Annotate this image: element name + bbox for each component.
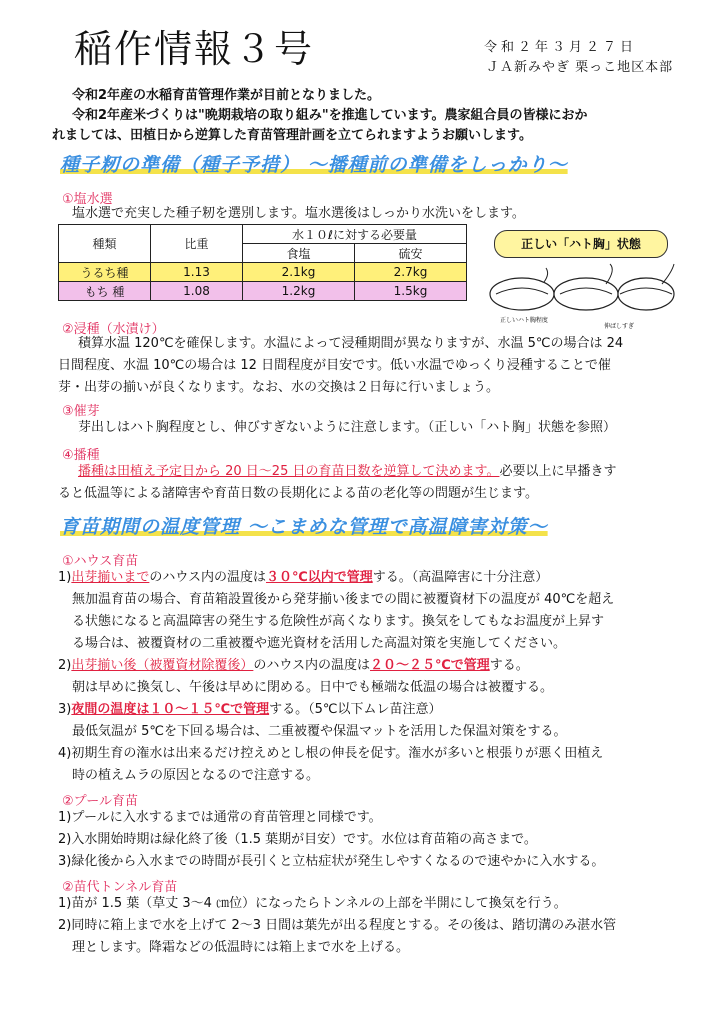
salt-water-table — [58, 224, 467, 301]
cell-salt: 1.2kg — [243, 282, 355, 301]
cell-gravity: 1.08 — [151, 282, 243, 301]
document-title: 稲作情報３号 — [74, 27, 315, 71]
subheading-sprouting: ③催芽 — [62, 404, 100, 419]
text-fragment: のハウス内の温度は — [149, 570, 266, 585]
highlight-text: ３０℃以内で管理 — [265, 570, 373, 585]
text-fragment: する。 — [489, 658, 529, 673]
paragraph-line: 時の植えムラの原因となるので注意する。 — [72, 768, 320, 783]
list-item — [58, 656, 529, 676]
highlight-text: ２０～２５℃で管理 — [369, 658, 490, 673]
paragraph-line: る場合は、被覆資材の二重被覆や遮光資材を活用した高温対策を実施してください。 — [72, 636, 567, 651]
subheading-tunnel: ②苗代トンネル育苗 — [62, 880, 178, 895]
cell-kind: うるち種 — [59, 263, 151, 282]
cell-kind: もち 種 — [59, 282, 151, 301]
paragraph-line: 理とします。降霜などの低温時には箱上まで水を上げる。 — [72, 940, 409, 955]
list-item: 3)緑化後から入水までの時間が長引くと立枯症状が発生しやすくなるので速やかに入水する。 — [58, 854, 605, 869]
highlight-text: 出芽揃い後（被覆資材除覆後） — [71, 658, 254, 673]
seed-label-overgrown: 伸ばしすぎ — [604, 323, 635, 330]
issue-date: 令和２年３月２７日 — [484, 40, 638, 55]
text-fragment: する。（5℃以下ムレ苗注意） — [269, 702, 442, 717]
paragraph-line: 芽・出芽の揃いが良くなります。なお、水の交換は２日毎に行いましょう。 — [58, 380, 499, 395]
paragraph-line: 朝は早めに換気し、午後は早めに閉める。日中でも極端な低温の場合は被覆する。 — [72, 680, 554, 695]
table-row — [59, 282, 467, 301]
paragraph-line: 積算水温 120℃を確保します。水温によって浸種期間が異なりますが、水温 5℃の場合は 24 — [78, 336, 624, 351]
subheading-pool: ②プール育苗 — [62, 794, 139, 809]
table-header-salt: 食塩 — [243, 244, 355, 263]
subheading-house: ①ハウス育苗 — [62, 554, 139, 569]
text-fragment: する。（高温障害に十分注意） — [372, 570, 549, 585]
text-fragment: 3) — [58, 702, 72, 717]
paragraph-line: 無加温育苗の場合、育苗箱設置後から発芽揃い後までの間に被覆資材下の温度が 40℃を超え — [72, 592, 615, 607]
section-heading-seed-prep: 種子籾の準備（種子予措） ～播種前の準備をしっかり～ — [60, 154, 568, 176]
list-item — [58, 568, 548, 588]
list-item: 2)同時に箱上まで水を上げて 2～3 日間は葉先が出る程度とする。その後は、踏切溝のみ湛水管 — [58, 918, 617, 933]
list-item — [58, 700, 441, 720]
table-row — [59, 263, 467, 282]
highlight-sowing-rule: 播種は田植え予定日から 20 日～25 日の育苗日数を逆算して決めます。 — [78, 464, 500, 479]
text-fragment: 1) — [58, 570, 72, 585]
table-header-kind: 種類 — [59, 225, 151, 263]
section-heading-temperature: 育苗期間の温度管理 ～こまめな管理で高温障害対策～ — [60, 516, 548, 538]
paragraph-line: 日間程度、水温 10℃の場合は 12 日間程度が目安です。低い水温でゆっくり浸種することで催 — [58, 358, 611, 373]
paragraph-line: 芽出しはハト胸程度とし、伸びすぎないように注意します。（正しい「ハト胸」状態を参照） — [78, 420, 616, 435]
paragraph-line: る状態になると高温障害の発生する危険性が高くなります。換気をしてもなお温度が上昇す — [72, 614, 604, 629]
seed-illustration — [486, 262, 676, 332]
cell-gravity: 1.13 — [151, 263, 243, 282]
highlight-text: 出芽揃いまで — [71, 570, 150, 585]
intro-line: れましては、田植日から逆算した育苗管理計画を立てられますようお願いします。 — [52, 128, 532, 143]
paragraph-line — [78, 462, 616, 482]
cell-salt: 2.1kg — [243, 263, 355, 282]
text-fragment: 2) — [58, 658, 72, 673]
list-item: 1)苗が 1.5 葉（草丈 3～4 ㎝位）になったらトンネルの上部を半開にして換気を行う。 — [58, 896, 567, 911]
cell-sulfate: 1.5kg — [355, 282, 467, 301]
issuer-organization: ＪＡ新みやぎ 栗っこ地区本部 — [486, 60, 674, 75]
list-item: 1)プールに入水するまでは通常の育苗管理と同様です。 — [58, 810, 382, 825]
paragraph-line: 最低気温が 5℃を下回る場合は、二重被覆や保温マットを活用した保温対策をする。 — [72, 724, 567, 739]
subheading-soaking: ②浸種（水漬け） — [62, 322, 165, 337]
paragraph-salt-water: 塩水選で充実した種子籾を選別します。塩水選後はしっかり水洗いをします。 — [72, 206, 525, 221]
text-fragment: 必要以上に早播きす — [499, 464, 617, 479]
subheading-salt-water: ①塩水選 — [62, 192, 113, 207]
table-header-gravity: 比重 — [151, 225, 243, 263]
cell-sulfate: 2.7kg — [355, 263, 467, 282]
table-header-sulfate: 硫安 — [355, 244, 467, 263]
hato-mune-label-box: 正しい「ハト胸」状態 — [494, 230, 668, 258]
seed-label-correct: 正しいハト胸程度 — [500, 317, 548, 324]
list-item: 4)初期生育の潅水は出来るだけ控えめとし根の伸長を促す。潅水が多いと根張りが悪く田植え — [58, 746, 604, 761]
table-header-need: 水１０ℓに対する必要量 — [243, 225, 467, 244]
subheading-sowing: ④播種 — [62, 448, 100, 463]
paragraph-line: ると低温等による諸障害や育苗日数の長期化による苗の老化等の問題が生じます。 — [58, 486, 538, 501]
highlight-text: 夜間の温度は１０～１５℃で管理 — [71, 702, 270, 717]
text-fragment: のハウス内の温度は — [253, 658, 370, 673]
list-item: 2)入水開始時期は緑化終了後（1.5 葉期が目安）です。水位は育苗箱の高さまで。 — [58, 832, 537, 847]
intro-line: 令和2年産の水稲育苗管理作業が目前となりました。 — [72, 88, 381, 103]
intro-line: 令和2年産米づくりは"晩期栽培の取り組み"を推進しています。農家組合員の皆様におか — [72, 108, 588, 123]
